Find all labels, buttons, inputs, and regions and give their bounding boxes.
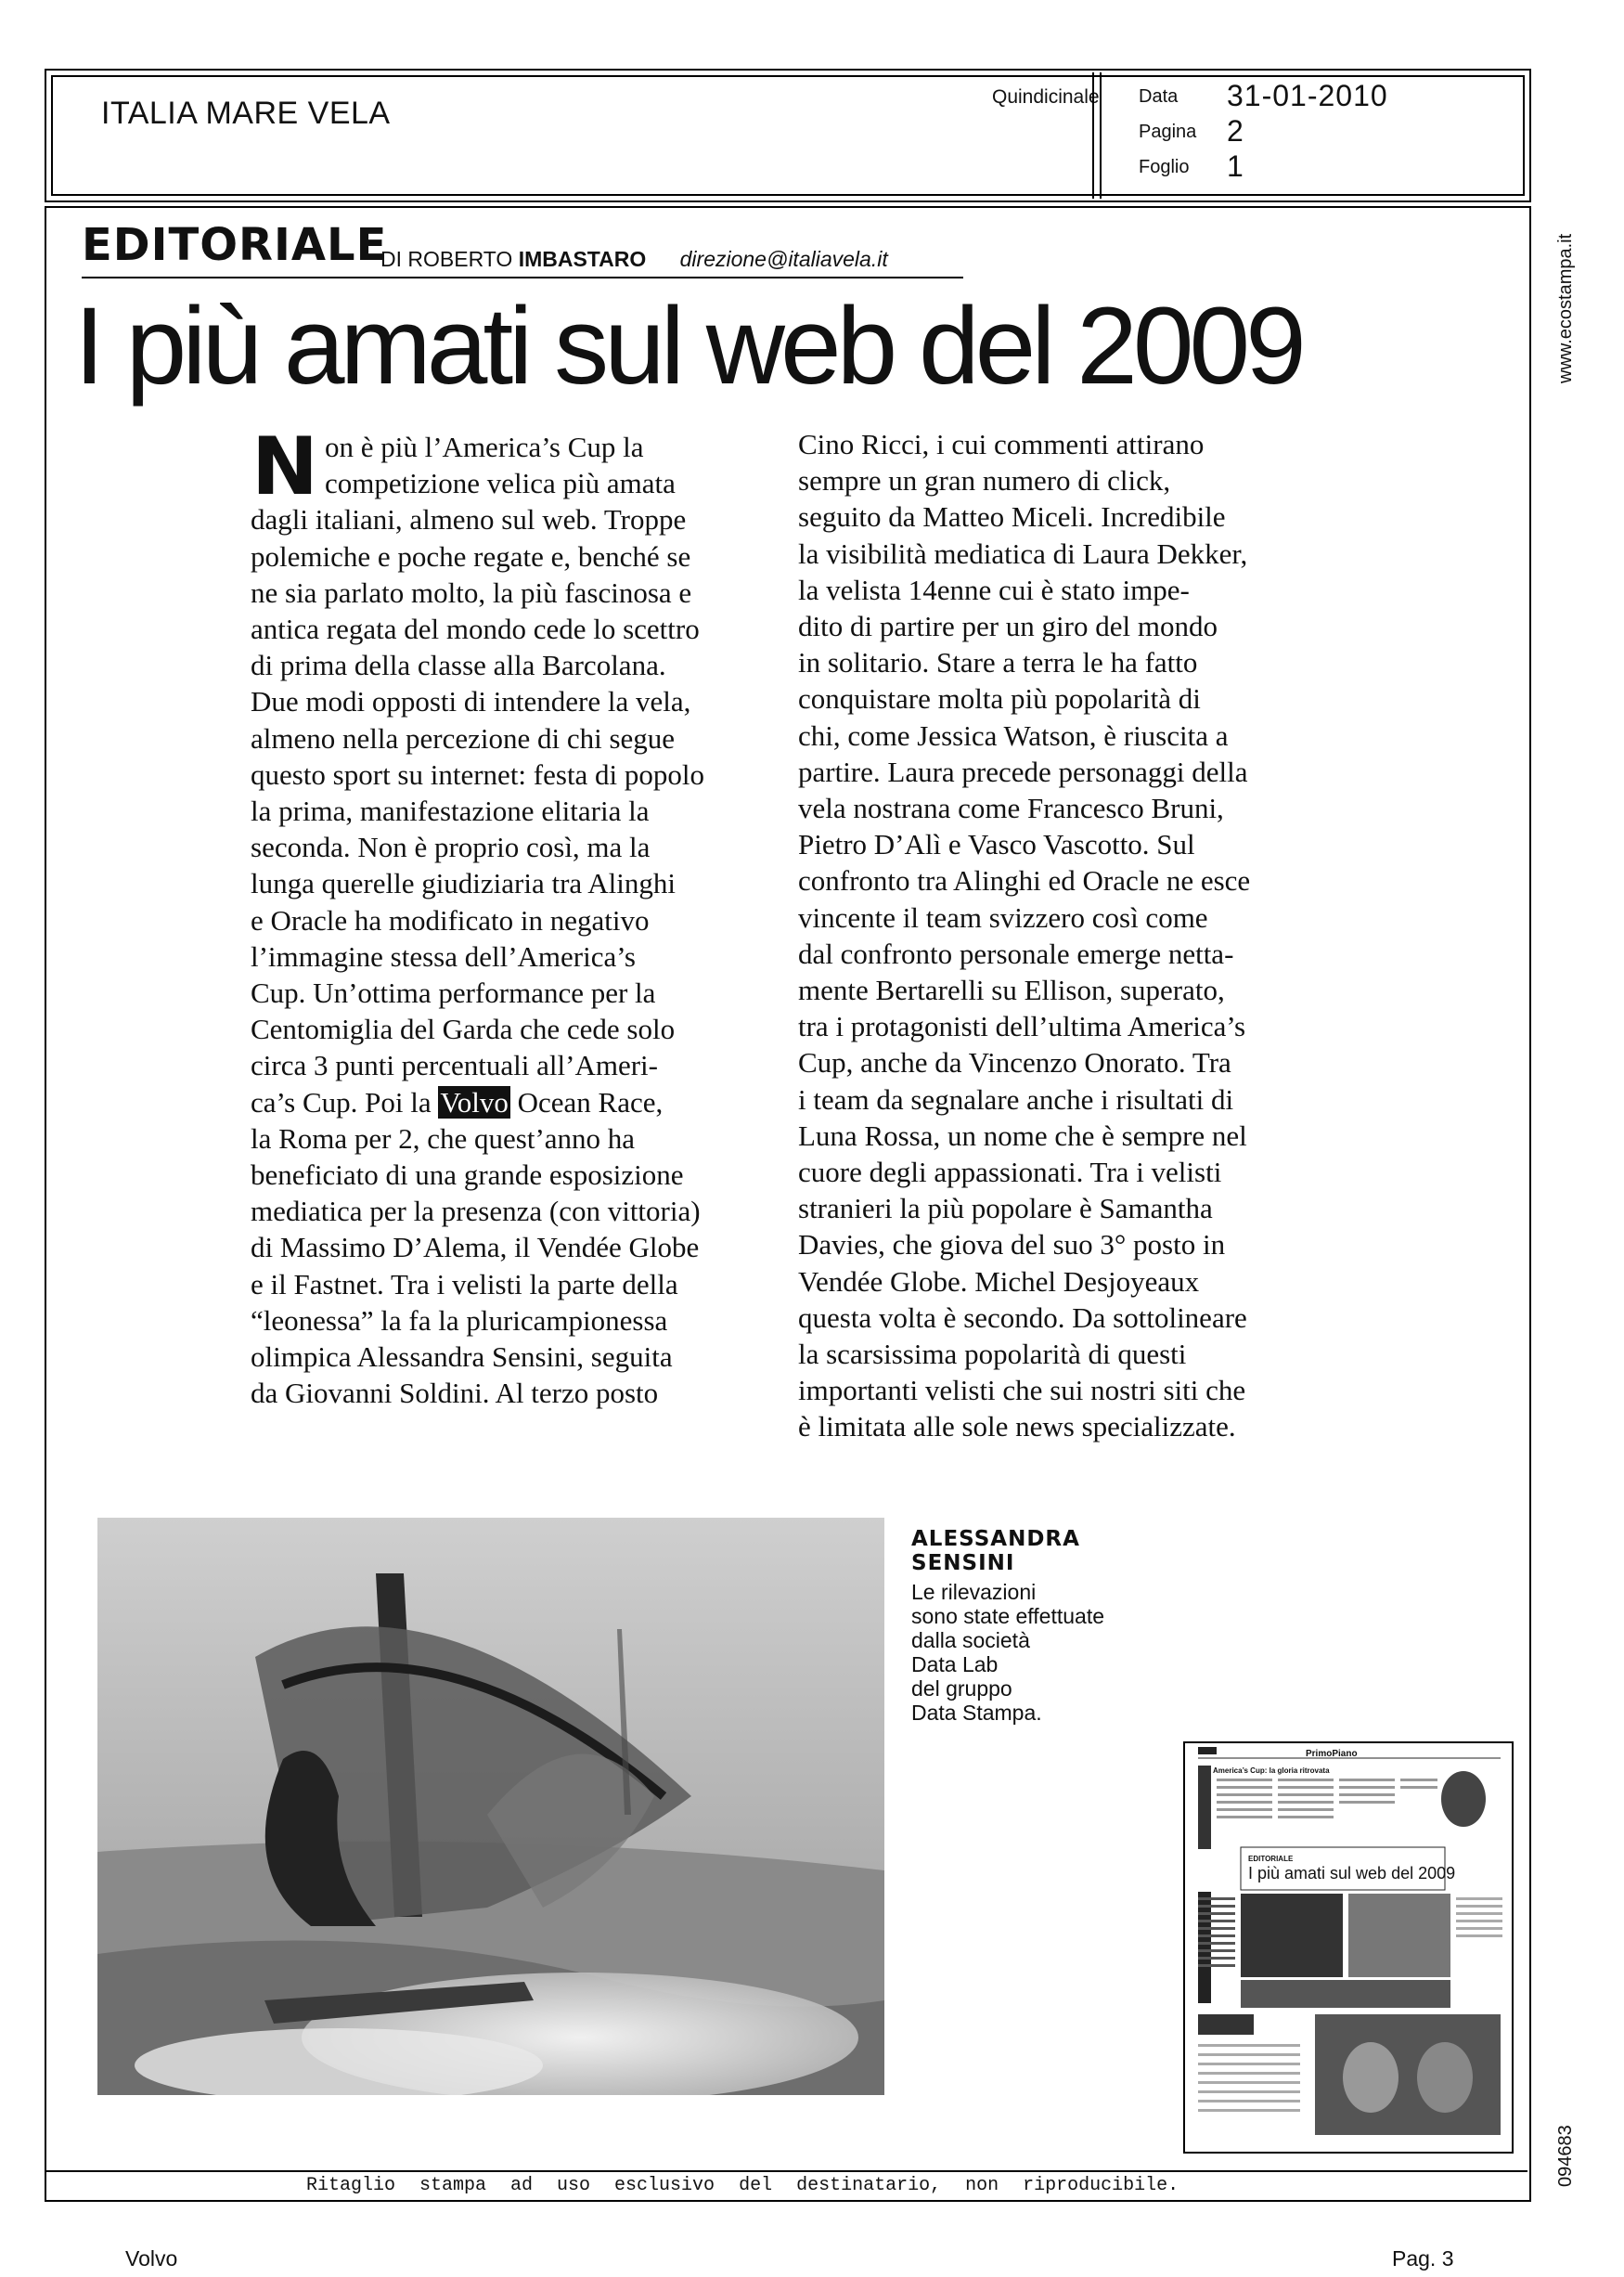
line-text: ca’s Cup. Poi la (251, 1085, 439, 1119)
line-text: Ocean Race, (509, 1085, 664, 1119)
side-code-text: 094683 (1555, 2125, 1576, 2187)
column-line: polemiche e poche regate e, benché se (251, 539, 691, 573)
column-line: tra i protagonisti dell’ultima America’s (798, 1010, 1246, 1043)
column-line: “leonessa” la fa la pluricampionessa (251, 1303, 668, 1337)
column-line: Davies, che giova del suo 3° posto in (798, 1228, 1226, 1261)
caption-line: Le rilevazioni (911, 1580, 1037, 1604)
column-line: mente Bertarelli su Ellison, superato, (798, 974, 1225, 1007)
page-value: 2 (1227, 114, 1244, 148)
column-line: Cino Ricci, i cui commenti attirano (798, 428, 1205, 460)
publication-frequency: Quindicinale (992, 86, 1100, 108)
column-line: beneficiato di una grande esposizione (251, 1158, 684, 1192)
caption-title-line: SENSINI (911, 1551, 1015, 1575)
section-title: EDITORIALE (82, 219, 388, 271)
byline (380, 247, 888, 272)
column-line: confronto tra Alinghi ed Oracle ne esce (798, 864, 1251, 898)
byline-email: direzione@italiavela.it (679, 247, 888, 271)
date-label: Data (1139, 86, 1179, 107)
article-headline: I più amati sul web del 2009 (74, 285, 1302, 408)
caption-line: del gruppo (911, 1676, 1012, 1701)
column-line: vincente il team svizzero così come (798, 900, 1208, 934)
article-column-2 (798, 426, 1336, 1445)
sheet-value: 1 (1227, 149, 1244, 183)
column-line: stranieri la più popolare è Samantha (798, 1192, 1213, 1225)
column-line: l’immagine stessa dell’America’s (251, 939, 636, 973)
column-line: dito di partire per un giro del mondo (798, 610, 1218, 643)
document-header-inner (51, 75, 1525, 196)
column-line: importanti velisti che sui nostri siti che (798, 1374, 1246, 1407)
column-line: antica regata del mondo cede lo scettro (251, 613, 700, 646)
section-rule (82, 277, 963, 278)
thumbnail-headline: I più amati sul web del 2009 (1248, 1864, 1456, 1882)
column-line: sempre un gran numero di click, (798, 464, 1171, 498)
caption-line: dalla società (911, 1628, 1030, 1652)
column-line: seguito da Matteo Miceli. Incredibile (798, 500, 1226, 534)
column-line: dal confronto personale emerge netta- (798, 937, 1234, 970)
column-line: Centomiglia del Garda che cede solo (251, 1013, 676, 1046)
column-2-lines (798, 426, 1336, 1445)
column-line: almeno nella percezione di chi segue (251, 721, 676, 755)
column-line: vela nostrana come Francesco Bruni, (798, 792, 1224, 825)
byline-author: IMBASTARO (518, 247, 647, 271)
footer-page-number: Pag. 3 (1392, 2246, 1454, 2271)
column-line: i team da segnalare anche i risultati di (798, 1082, 1234, 1116)
column-line: cuore degli appassionati. Tra i velisti (798, 1156, 1222, 1189)
column-line: conquistare molta più popolarità di (798, 682, 1201, 716)
column-line: olimpica Alessandra Sensini, seguita (251, 1340, 673, 1374)
column-line: questa volta è secondo. Da sottolineare (798, 1300, 1247, 1334)
caption-title (911, 1527, 1080, 1575)
column-line: Cup, anche da Vincenzo Onorato. Tra (798, 1046, 1231, 1080)
page-label: Pagina (1139, 122, 1197, 142)
column-line: chi, come Jessica Watson, è riuscita a (798, 718, 1229, 752)
column-line: e Oracle ha modificato in negativo (251, 903, 650, 937)
footer-rule (45, 2170, 1527, 2172)
thumbnail-graphic (1185, 1743, 1512, 2152)
sheet-label: Foglio (1139, 157, 1190, 177)
header-divider (1092, 72, 1094, 199)
publication-name: ITALIA MARE VELA (101, 96, 391, 131)
column-line: la visibilità mediatica di Laura Dekker, (798, 537, 1248, 570)
column-line: di prima della classe alla Barcolana. (251, 649, 666, 682)
column-line: seconda. Non è proprio così, ma la (251, 831, 651, 864)
column-line: mediatica per la presenza (con vittoria) (251, 1195, 701, 1228)
column-1-lines (251, 420, 789, 1084)
document-header (45, 69, 1531, 202)
column-line: la prima, manifestazione elitaria la (251, 795, 650, 828)
column-line (251, 1084, 789, 1120)
caption-text (911, 1580, 1104, 1725)
column-line: Cup. Un’ottima performance per la (251, 977, 656, 1010)
column-line: la scarsissima popolarità di questi (798, 1338, 1187, 1371)
side-code (1552, 2105, 1579, 2189)
thumbnail-section: EDITORIALE (1248, 1855, 1294, 1863)
caption-line: Data Stampa. (911, 1701, 1042, 1725)
thumbnail-sub-label: America’s Cup: la gloria ritrovata (1213, 1766, 1330, 1775)
column-line: dagli italiani, almeno sul web. Troppe (251, 503, 687, 537)
column-line: questo sport su internet: festa di popolo (251, 757, 705, 791)
column-line: da Giovanni Soldini. Al terzo posto (251, 1377, 659, 1410)
side-website (1552, 218, 1579, 385)
column-1-lines-after (251, 1120, 789, 1412)
column-line: la Roma per 2, che quest’anno ha (251, 1121, 636, 1155)
article-column-1 (251, 420, 789, 1411)
windsurfer-photo (97, 1518, 884, 2095)
column-line: e il Fastnet. Tra i velisti la parte della (251, 1267, 678, 1300)
column-line: Pietro D’Alì e Vasco Vascotto. Sul (798, 828, 1195, 861)
column-line: Due modi opposti di intendere la vela, (251, 685, 691, 718)
column-line: ne sia parlato molto, la più fascinosa e (251, 576, 692, 609)
column-line: on è più l’America’s Cup la (325, 431, 644, 463)
caption-title-line: ALESSANDRA (911, 1527, 1080, 1551)
date-value: 31-01-2010 (1227, 79, 1388, 112)
column-line: partire. Laura precede personaggi della (798, 755, 1248, 788)
column-line: la velista 14enne cui è stato impe- (798, 573, 1190, 606)
column-line: è limitata alle sole news specializzate. (798, 1410, 1236, 1443)
column-line: Vendée Globe. Michel Desjoyeaux (798, 1264, 1200, 1298)
column-line: circa 3 punti percentuali all’Ameri- (251, 1049, 658, 1082)
side-website-text: www.ecostampa.it (1555, 233, 1576, 383)
disclaimer: Ritaglio stampa ad uso esclusivo del destinatario, non riproducibile. (306, 2175, 1179, 2196)
column-line: competizione velica più amata (325, 467, 676, 500)
byline-prefix: DI ROBERTO (380, 247, 513, 271)
drop-cap: N (251, 420, 318, 513)
column-line: di Massimo D’Alema, il Vendée Globe (251, 1231, 700, 1264)
thumbnail-top-label: PrimoPiano (1306, 1749, 1358, 1759)
column-line: Luna Rossa, un nome che è sempre nel (798, 1119, 1247, 1152)
caption-line: sono state effettuate (911, 1604, 1105, 1628)
caption-line: Data Lab (911, 1652, 999, 1676)
column-line: lunga querelle giudiziaria tra Alinghi (251, 867, 676, 900)
highlighted-keyword: Volvo (440, 1085, 509, 1119)
column-line: in solitario. Stare a terra le ha fatto (798, 646, 1198, 679)
page-thumbnail (1183, 1741, 1514, 2154)
footer-left-label: Volvo (125, 2246, 178, 2271)
header-divider (1100, 72, 1102, 199)
